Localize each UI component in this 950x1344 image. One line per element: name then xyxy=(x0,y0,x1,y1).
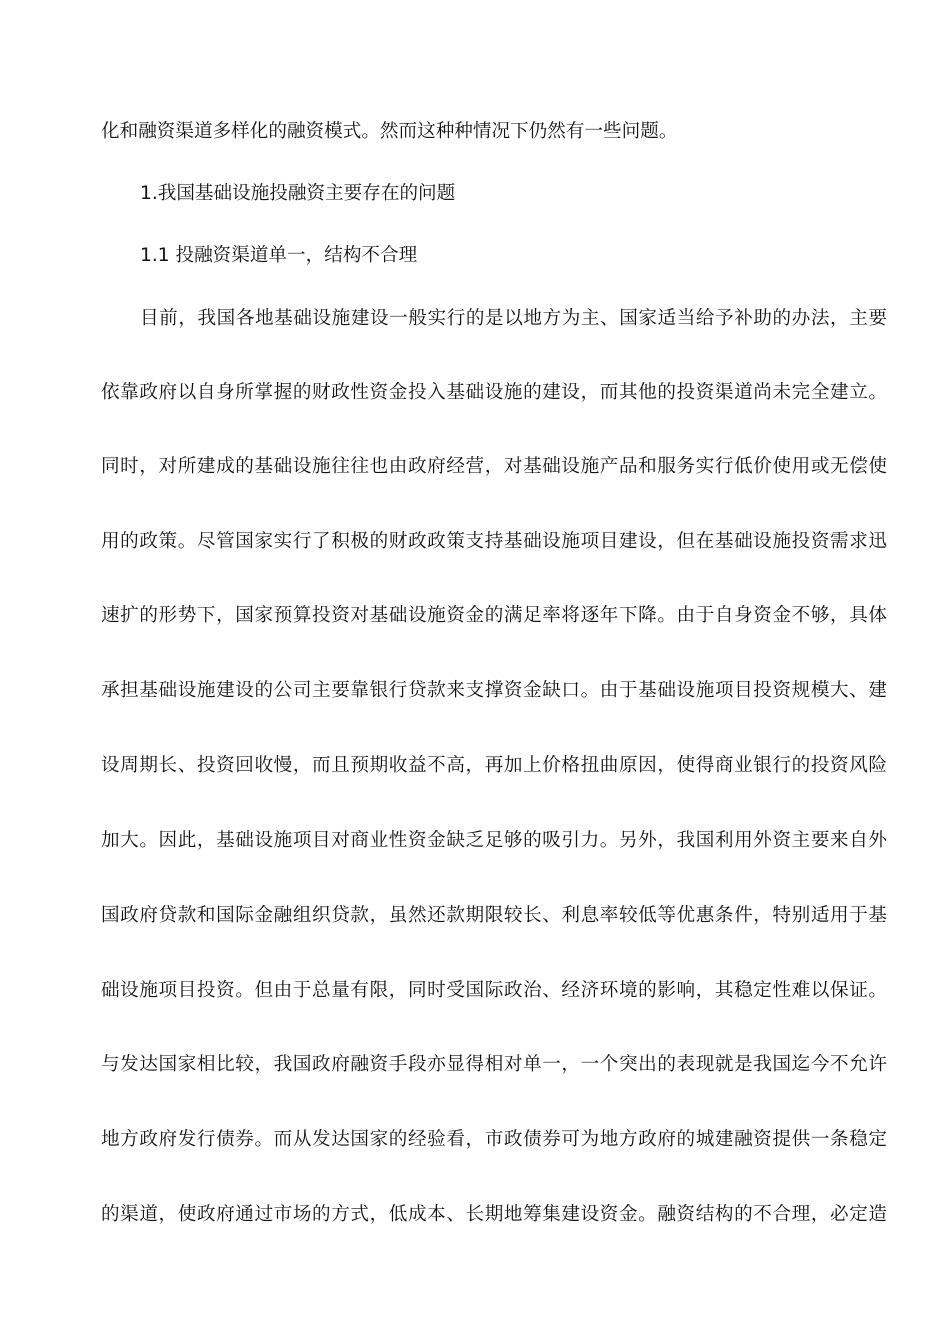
continuation-line: 化和融资渠道多样化的融资模式。然而这种种情况下仍然有一些问题。 xyxy=(101,121,678,142)
paragraph-line: 地方政府发行债券。而从发达国家的经验看，市政债券可为地方政府的城建融资提供一条稳定 xyxy=(101,1129,887,1150)
paragraph-line: 承担基础设施建设的公司主要靠银行贷款来支撑资金缺口。由于基础设施项目投资规模大、建 xyxy=(101,680,887,701)
paragraph-line: 目前，我国各地基础设施建设一般实行的是以地方为主、国家适当给予补助的办法，主要 xyxy=(140,308,887,329)
paragraph-line: 加大。因此，基础设施项目对商业性资金缺乏足够的吸引力。另外，我国利用外资主要来自外 xyxy=(101,830,887,851)
paragraph-line: 础设施项目投资。但由于总量有限，同时受国际政治、经济环境的影响，其稳定性难以保证。 xyxy=(101,980,887,1001)
paragraph-line: 与发达国家相比较，我国政府融资手段亦显得相对单一，一个突出的表现就是我国迄今不允许 xyxy=(101,1054,887,1075)
paragraph-line: 依靠政府以自身所掌握的财政性资金投入基础设施的建设，而其他的投资渠道尚未完全建立。 xyxy=(101,382,887,403)
paragraph-line: 的渠道，使政府通过市场的方式，低成本、长期地筹集建设资金。融资结构的不合理，必定造 xyxy=(101,1204,887,1225)
subsection-heading: 1.1 投融资渠道单一，结构不合理 xyxy=(140,245,418,266)
paragraph-line: 同时，对所建成的基础设施往往也由政府经营，对基础设施产品和服务实行低价使用或无偿使 xyxy=(101,456,887,477)
paragraph-line: 速扩的形势下，国家预算投资对基础设施资金的满足率将逐年下降。由于自身资金不够，具体 xyxy=(101,605,887,626)
paragraph-line: 国政府贷款和国际金融组织贷款，虽然还款期限较长、利息率较低等优惠条件，特别适用于基 xyxy=(101,905,887,926)
section-heading: 1.我国基础设施投融资主要存在的问题 xyxy=(140,183,456,204)
paragraph-line: 设周期长、投资回收慢，而且预期收益不高，再加上价格扭曲原因，使得商业银行的投资风险 xyxy=(101,755,887,776)
paragraph-line: 用的政策。尽管国家实行了积极的财政政策支持基础设施项目建设，但在基础设施投资需求迅 xyxy=(101,531,887,552)
